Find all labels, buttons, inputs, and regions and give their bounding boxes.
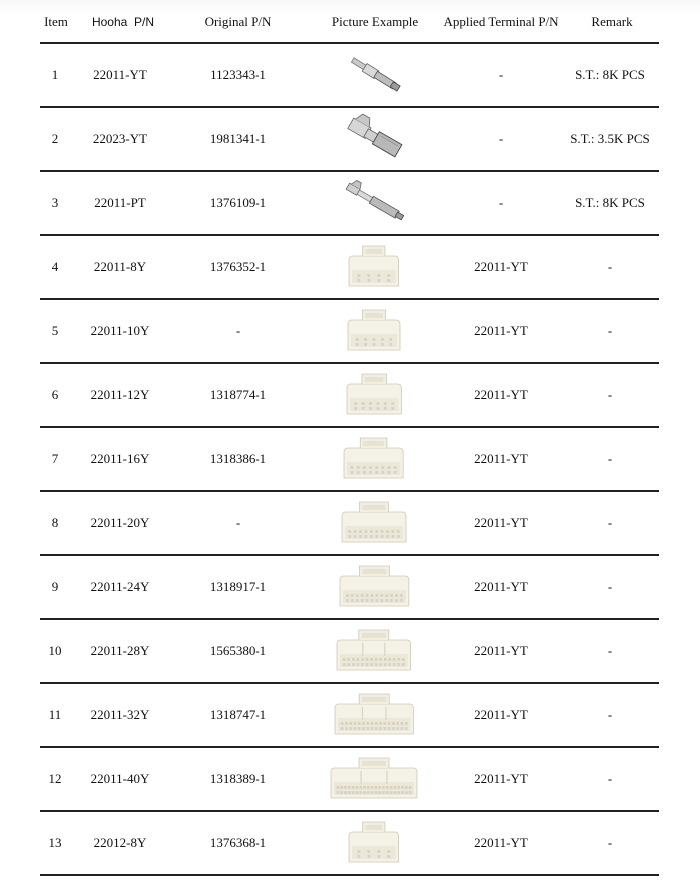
cell-terminal: 22011-YT — [474, 259, 528, 274]
header-hooha-pn: Hooha P/N — [91, 14, 155, 29]
table-row — [0, 235, 700, 299]
connector-housing-picture — [322, 557, 426, 617]
cell-item: 12 — [48, 771, 62, 786]
cell-hooha: 22011-28Y — [90, 643, 150, 658]
cell-original: 1376109-1 — [209, 195, 267, 210]
cell-terminal: 22011-YT — [474, 707, 528, 722]
table-row — [0, 363, 700, 427]
cell-original: 1318386-1 — [209, 451, 267, 466]
header-item: Item — [44, 13, 68, 29]
table-row — [0, 171, 700, 235]
connector-housing-picture — [322, 493, 426, 553]
cell-terminal: - — [498, 67, 504, 82]
cell-remark: - — [607, 515, 613, 530]
header-original-pn: Original P/N — [204, 13, 272, 29]
cell-item: 9 — [51, 579, 59, 594]
cell-remark: S.T.: 3.5K PCS — [570, 131, 650, 146]
cell-remark: - — [607, 387, 613, 402]
cell-remark: - — [607, 771, 613, 786]
header-picture-example: Picture Example — [331, 13, 419, 29]
cell-hooha: 22011-10Y — [90, 323, 150, 338]
header-applied-terminal-pn: Applied Terminal P/N — [443, 13, 559, 29]
connector-housing-picture — [322, 749, 426, 809]
cell-original: 1318774-1 — [209, 387, 267, 402]
cell-remark: S.T.: 8K PCS — [575, 67, 645, 82]
cell-terminal: 22011-YT — [474, 643, 528, 658]
terminal-picture — [322, 109, 426, 169]
cell-hooha: 22011-12Y — [90, 387, 150, 402]
table-row — [0, 299, 700, 363]
connector-housing-picture — [322, 365, 426, 425]
table-row — [0, 619, 700, 683]
cell-terminal: 22011-YT — [474, 323, 528, 338]
cell-hooha: 22011-16Y — [90, 451, 150, 466]
cell-terminal: - — [498, 131, 504, 146]
cell-item: 11 — [48, 707, 62, 722]
cell-hooha: 22011-YT — [93, 67, 147, 82]
row-rule — [40, 874, 659, 876]
cell-remark: - — [607, 707, 613, 722]
cell-terminal: 22011-YT — [474, 835, 528, 850]
connector-housing-picture — [322, 237, 426, 297]
connector-housing-picture — [322, 685, 426, 745]
connector-housing-picture — [322, 621, 426, 681]
table-row — [0, 555, 700, 619]
cell-terminal: 22011-YT — [474, 387, 528, 402]
terminal-picture — [322, 173, 426, 233]
cell-item: 10 — [48, 643, 62, 658]
cell-item: 5 — [51, 323, 59, 338]
cell-terminal: 22011-YT — [474, 579, 528, 594]
cell-original: - — [235, 515, 241, 530]
cell-remark: - — [607, 643, 613, 658]
cell-hooha: 22011-8Y — [93, 259, 147, 274]
cell-hooha: 22011-PT — [94, 195, 146, 210]
cell-item: 6 — [51, 387, 59, 402]
cell-hooha: 22011-24Y — [90, 579, 150, 594]
cell-item: 1 — [51, 67, 59, 82]
cell-item: 2 — [51, 131, 59, 146]
cell-item: 4 — [51, 259, 59, 274]
cell-original: - — [235, 323, 241, 338]
cell-original: 1376352-1 — [209, 259, 267, 274]
cell-hooha: 22011-20Y — [90, 515, 150, 530]
cell-original: 1565380-1 — [209, 643, 267, 658]
cell-original: 1318747-1 — [209, 707, 267, 722]
cell-remark: - — [607, 323, 613, 338]
table-row — [0, 427, 700, 491]
cell-remark: - — [607, 579, 613, 594]
header-remark: Remark — [591, 13, 633, 29]
cell-terminal: 22011-YT — [474, 771, 528, 786]
table-row — [0, 811, 700, 875]
cell-hooha: 22011-40Y — [90, 771, 150, 786]
cell-item: 7 — [51, 451, 59, 466]
table-row — [0, 683, 700, 747]
cell-original: 1318389-1 — [209, 771, 267, 786]
cell-remark: - — [607, 451, 613, 466]
connector-housing-picture — [322, 429, 426, 489]
table-row — [0, 107, 700, 171]
cell-terminal: 22011-YT — [474, 515, 528, 530]
cell-hooha: 22011-32Y — [90, 707, 150, 722]
table-row — [0, 747, 700, 811]
table-row — [0, 491, 700, 555]
connector-housing-picture — [322, 813, 426, 873]
cell-remark: - — [607, 259, 613, 274]
cell-item: 13 — [48, 835, 62, 850]
cell-terminal: 22011-YT — [474, 451, 528, 466]
table-row — [0, 43, 700, 107]
terminal-picture — [322, 45, 426, 105]
cell-original: 1981341-1 — [209, 131, 267, 146]
cell-hooha: 22012-8Y — [93, 835, 147, 850]
cell-remark: S.T.: 8K PCS — [575, 195, 645, 210]
connector-housing-picture — [322, 301, 426, 361]
cell-original: 1123343-1 — [210, 67, 266, 82]
cell-hooha: 22023-YT — [92, 131, 148, 146]
cell-item: 8 — [51, 515, 59, 530]
cell-item: 3 — [51, 195, 59, 210]
cell-original: 1376368-1 — [209, 835, 267, 850]
cell-remark: - — [607, 835, 613, 850]
cell-original: 1318917-1 — [209, 579, 267, 594]
cell-terminal: - — [498, 195, 504, 210]
